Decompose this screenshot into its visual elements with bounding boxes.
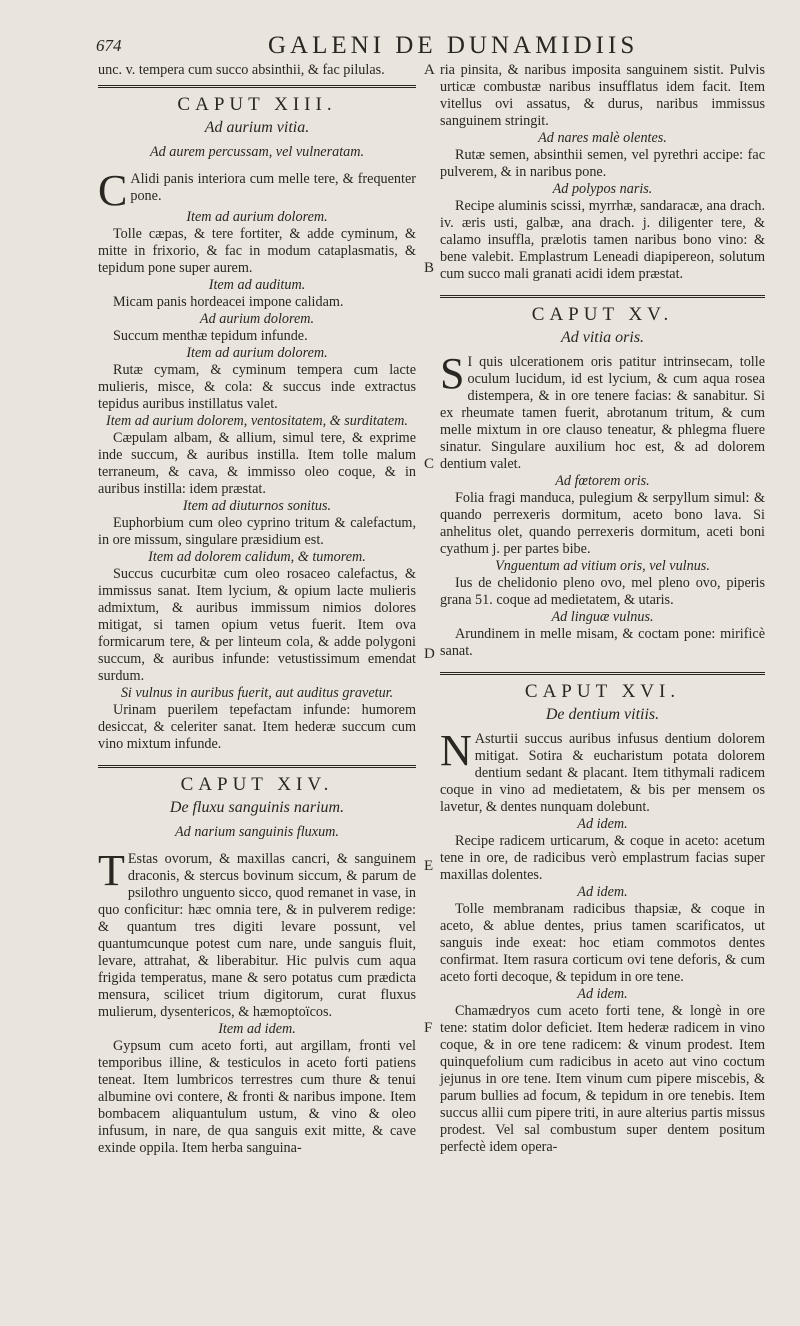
section-rule xyxy=(98,85,416,88)
right-column xyxy=(440,62,765,1156)
paragraph: Succum menthæ tepidum infunde. xyxy=(113,328,308,344)
remedy-heading: Item ad diuturnos sonitus. xyxy=(182,498,332,514)
chapter-title: De fluxu sanguinis narium. xyxy=(169,799,345,816)
page-header xyxy=(0,30,800,64)
remedy-heading: Ad nares malè olentes. xyxy=(538,130,667,146)
chapter-title: De dentium vitiis. xyxy=(545,706,660,723)
remedy-heading: Item ad aurium dolorem. xyxy=(186,209,328,225)
paragraph: Tolle membranam radicibus thapsiæ, & coque in aceto, & ablue dentes, prius tamen scarificatos, ut sanguis inde exeat: hoc etiam commotos dentes confirmat. Item rasura corticum ovi tene deforis, & cum aceto forti decoque, & tepidum in ore tene. xyxy=(440,901,765,985)
remedy-heading: Item ad idem. xyxy=(218,1021,296,1037)
paragraph: Micam panis hordeacei impone calidam. xyxy=(113,294,344,310)
paragraph: Ius de chelidonio pleno ovo, mel pleno ovo, piperis grana 51. coque ad medietatem, & utaris. xyxy=(440,575,765,608)
margin-letter-a: A xyxy=(424,62,435,78)
paragraph: I quis ulcerationem oris patitur intrinsecam, tolle oculum lucidum, id est lycium, & cum aqua rosea distempera, & in ore tenere facias: & sanabitur. Si ex rheumate tamen fuerit, abrotanum tritum, & cum melle mixtum in ore clauso teneatur, & phlegma fluere sinatur. Singulare auxilium hoc est, & ad dolorem dentium valet. xyxy=(440,354,765,472)
paragraph: Rutæ cymam, & cyminum tempera cum lacte mulieris, misce, & cola: & succus inde extractus tepidus auribus instillatus valet. xyxy=(98,362,416,412)
chapter-title: Ad vitia oris. xyxy=(560,329,645,346)
section-rule xyxy=(440,672,765,675)
paragraph: ria pinsita, & naribus imposita sanguinem sistit. Pulvis urticæ combustæ naribus insufflatus idem facit. Item vitellus ovi assatus, & durus, naribus immissus sanguinem stringit. xyxy=(440,62,765,129)
remedy-heading: Ad polypos naris. xyxy=(552,181,653,197)
paragraph: Rutæ semen, absinthii semen, vel pyrethri accipe: fac pulverem, & in naribus pone. xyxy=(440,147,765,180)
paragraph: Estas ovorum, & maxillas cancri, & sanguinem draconis, & stercus bovinum siccum, & parum de psilothro unguento sicco, quod remanet in vase, in quo conficitur: hæc omnia tere, & in pulverem redige: & quantum tres digiti levare possunt, vel quantumcunque potest cum nare, unde sanguis fluit, levare, attrahat, & liberabitur. Hic pulvis cum aqua frigida temperatus, mane & sero potatus cum prædicta mensura, scilicet trium digitorum, curat fluxus mulierum, dysentericos, & hæmoptoïcos. xyxy=(98,851,416,1020)
paragraph: Chamædryos cum aceto forti tene, & longè in ore tene: statim dolor deficiet. Item hederæ radicem in vino coque, & in ore tene radicem: & vinum prodest. Item quinquefolium cum radicibus in aceto aut vino coctum jejunus in ore tene. Item vinum cum pipere miscebis, & parum bullies ad focum, & tepidum in ore tenebis. Item succus allii cum pipere triti, in aure alterius partis missus prodest. Vel sal combustum super dentem positum perfectè idem opera- xyxy=(440,1003,765,1155)
remedy-heading: Ad fœtorem oris. xyxy=(555,473,650,489)
chapter-heading: CAPUT XIII. xyxy=(177,94,337,115)
paragraph: Gypsum cum aceto forti, aut argillam, fronti vel temporibus illine, & testiculos in aceto forti patiens teneat. Item lumbricos terrestres cum thure & tenui albumine ovi contere, & fronti & naribus impone. Item bombacem aliquantulum ustum, & vino & oleo infusum, in nare, de qua sanguis exit mitte, & cave exinde oppila. Item herba sanguina- xyxy=(98,1038,416,1156)
drop-capital: N xyxy=(440,726,472,775)
chapter-heading: CAPUT XVI. xyxy=(524,681,681,702)
chapter-heading: CAPUT XV. xyxy=(531,304,674,325)
margin-letter-d: D xyxy=(424,646,435,662)
paragraph: Recipe radicem urticarum, & coque in aceto: acetum tene in ore, de radicibus verò emplastrum facias super maxillas dolentes. xyxy=(440,833,765,883)
remedy-heading: Item ad aurium dolorem. xyxy=(186,345,328,361)
section-rule xyxy=(440,295,765,298)
remedy-heading: Si vulnus in auribus fuerit, aut auditus gravetur. xyxy=(120,685,394,701)
paragraph: Tolle cæpas, & tere fortiter, & adde cyminum, & mitte in frixorio, & fac in modum cataplasmatis, & tepidum pone super aurem. xyxy=(98,226,416,276)
margin-letter-c: C xyxy=(424,456,435,472)
remedy-heading: Ad idem. xyxy=(577,884,628,900)
margin-letter-e: E xyxy=(424,858,434,874)
opening-line: unc. v. tempera cum succo absinthii, & fac pilulas. xyxy=(98,62,385,78)
chapter-subtitle: Ad narium sanguinis fluxum. xyxy=(175,824,339,840)
paragraph: Asturtii succus auribus infusus dentium dolorem mitigat. Sotira & eucharistum potata dolorem dentium sedant & placant. Item tithymali radicem coque in vino ad medietatem, & bis per mensem os lavetur, & dentes nunquam dolebunt. xyxy=(440,731,765,815)
paragraph: Urinam puerilem tepefactam infunde: humorem desiccat, & celeriter sanat. Item hederæ succum cum vino mixtum infunde. xyxy=(98,702,416,752)
drop-capital: C xyxy=(98,166,128,215)
paragraph: Recipe aluminis scissi, myrrhæ, sandaracæ, ana drach. iv. æris usti, galbæ, ana drach. j. diligenter tere, & calamo insuffla, prælotis tamen naribus bono vino: & bene valebit. Emplastrum Leneadi diapipereon, solutum cum succo mali granati acidi idem præstat. xyxy=(440,198,765,282)
paragraph: Cæpulam albam, & allium, simul tere, & exprime inde succum, & auribus instilla. Item tolle malum terraneum, & cava, & immisso oleo coque, & in auribus instilla: idem præstat. xyxy=(98,430,416,497)
paragraph: Alidi panis interiora cum melle tere, & frequenter pone. xyxy=(130,171,416,204)
remedy-heading: Ad idem. xyxy=(577,986,628,1002)
chapter-subtitle: Ad aurem percussam, vel vulneratam. xyxy=(149,144,365,160)
remedy-heading: Item ad dolorem calidum, & tumorem. xyxy=(148,549,366,565)
left-column xyxy=(98,62,416,1157)
remedy-heading: Item ad auditum. xyxy=(208,277,306,293)
section-rule xyxy=(98,765,416,768)
margin-letter-f: F xyxy=(424,1020,433,1036)
remedy-heading: Ad linguæ vulnus. xyxy=(551,609,654,625)
remedy-heading: Ad idem. xyxy=(577,816,628,832)
chapter-heading: CAPUT XIV. xyxy=(180,774,334,795)
paragraph: Arundinem in melle misam, & coctam pone: mirificè sanat. xyxy=(440,626,765,659)
page-number: 674 xyxy=(96,36,122,55)
remedy-heading: Item ad aurium dolorem, ventositatem, & surditatem. xyxy=(106,413,408,429)
paragraph: Euphorbium cum oleo cyprino tritum & calefactum, in ore missum, singulare præsidium est. xyxy=(98,515,416,548)
remedy-heading: Vnguentum ad vitium oris, vel vulnus. xyxy=(495,558,710,574)
paragraph: Succus cucurbitæ cum oleo rosaceo calefactus, & immissus sanat. Item lycium, & opium lacte mulieris admixtum, & auribus immissum nimios dolores mitigat, si tamen opium vetus fuerit. Item ova formicarum tere, & per linteum cola, & adde polygoni succum, & auribus infunde: vetustissimum emendat surdum. xyxy=(98,566,416,684)
remedy-heading: Ad aurium dolorem. xyxy=(199,311,315,327)
margin-letter-b: B xyxy=(424,260,435,276)
chapter-title: Ad aurium vitia. xyxy=(204,119,310,136)
running-title: GALENI DE DUNAMIDIIS xyxy=(268,32,639,59)
drop-capital: T xyxy=(98,846,125,895)
drop-capital: S xyxy=(440,349,465,398)
paragraph: Folia fragi manduca, pulegium & serpyllum simul: & quando perrexeris dormitum, aceto bono lava. Si anhelitus olet, quando perrexeris dormitum, aceti boni cyathum j. per partes bibe. xyxy=(440,490,765,557)
